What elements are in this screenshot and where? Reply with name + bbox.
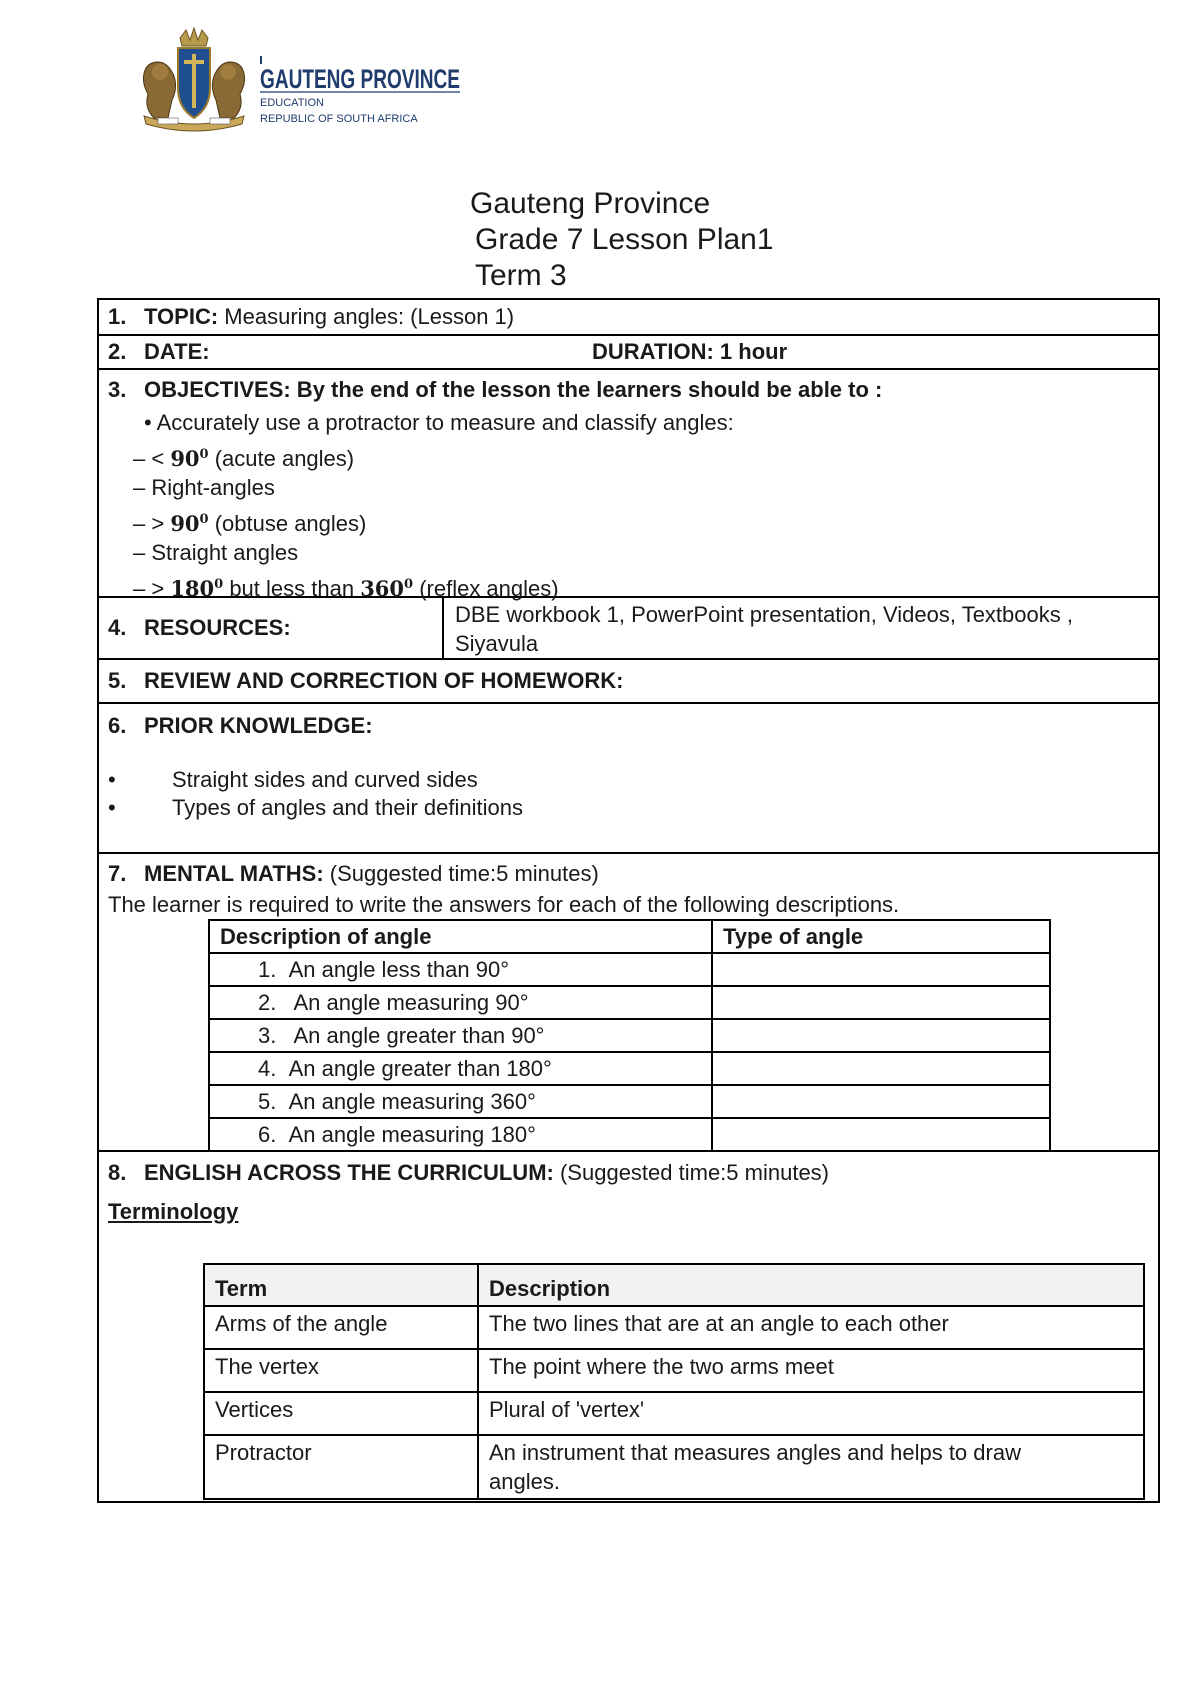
- row-number: 5.: [258, 1088, 277, 1114]
- table-header-row: [204, 1264, 1144, 1306]
- topic-value: Measuring angles: (Lesson 1): [224, 304, 515, 329]
- objectives-row: [99, 370, 1158, 601]
- table-row: [204, 1435, 1144, 1499]
- english-label: ENGLISH ACROSS THE CURRICULUM:: [144, 1160, 554, 1185]
- acute-degree: 0: [199, 447, 209, 462]
- row-number: 3.: [258, 1022, 277, 1048]
- terminology-table: [203, 1263, 1145, 1500]
- objective-straight: – Straight angles: [133, 539, 299, 565]
- english-heading: [99, 1157, 1158, 1189]
- angle-description: [209, 1118, 712, 1151]
- document-header: [470, 186, 774, 294]
- objective-obtuse: [99, 504, 1158, 537]
- header-term: Term 3: [475, 259, 567, 292]
- table-row: [204, 1349, 1144, 1392]
- table-row: [209, 953, 1050, 986]
- term-cell: Arms of the angle: [204, 1306, 478, 1349]
- row-number: 6.: [258, 1121, 277, 1147]
- objective-acute: [99, 439, 1158, 472]
- objective-reflex-text: (reflex angles): [413, 576, 559, 601]
- objective-reflex-prefix: – >: [133, 576, 171, 601]
- resources-line2: Siyavula: [455, 631, 539, 656]
- row-number: 1.: [258, 956, 277, 982]
- row-text: An angle measuring 360°: [288, 1088, 536, 1114]
- logo-country: REPUBLIC OF SOUTH AFRICA: [260, 113, 418, 125]
- row-text: An angle greater than 180°: [288, 1055, 552, 1081]
- resources-label: RESOURCES:: [144, 615, 291, 640]
- reflex-degree2: 0: [404, 577, 414, 592]
- term-cell: Vertices: [204, 1392, 478, 1435]
- description-line2: angles.: [489, 1469, 560, 1494]
- table-row: [209, 1085, 1050, 1118]
- english-number: 8.: [108, 1160, 127, 1185]
- objective-obtuse-text: (obtuse angles): [208, 511, 367, 536]
- objective-acute-value: [170, 446, 208, 471]
- angle-description: [209, 986, 712, 1019]
- prior-knowledge-row: [99, 704, 1158, 854]
- header-province: Gauteng Province: [470, 187, 711, 220]
- obtuse-degree: 0: [199, 512, 209, 527]
- column-header: Description of angle: [209, 920, 712, 953]
- objective-acute-prefix: – <: [133, 446, 171, 471]
- angle-description: [209, 1019, 712, 1052]
- mental-intro: The learner is required to write the answers for each of the following descriptions.: [108, 892, 900, 917]
- description-cell: [478, 1435, 1144, 1499]
- logo-wordmark: GAUTENG PROVINCE: [260, 64, 460, 94]
- answer-cell[interactable]: [712, 953, 1050, 986]
- prior-number: 6.: [108, 713, 127, 738]
- row-text: An angle greater than 90°: [288, 1022, 545, 1048]
- resources-line1: DBE workbook 1, PowerPoint presentation, Videos, Textbooks ,: [455, 602, 1073, 627]
- term-cell: Protractor: [204, 1435, 478, 1499]
- column-header: Term: [204, 1264, 478, 1306]
- row-number: 2.: [258, 989, 277, 1015]
- prior-heading: [99, 711, 1158, 741]
- mental-maths-row: [99, 854, 1158, 1152]
- logo-education: EDUCATION: [260, 97, 324, 109]
- mental-time: (Suggested time:5 minutes): [329, 861, 599, 886]
- description-cell: Plural of 'vertex': [478, 1392, 1144, 1435]
- objectives-bullet: • Accurately use a protractor to measure and classify angles:: [144, 409, 734, 435]
- review-label: REVIEW AND CORRECTION OF HOMEWORK:: [144, 668, 624, 693]
- column-header: Description: [478, 1264, 1144, 1306]
- objective-reflex-mid: but less than: [223, 576, 361, 601]
- table-row: [209, 1118, 1050, 1151]
- prior-item: [99, 794, 1158, 822]
- row-number: 4.: [258, 1055, 277, 1081]
- acute-value: 90: [170, 446, 200, 471]
- prior-item: [99, 766, 1158, 794]
- answer-cell[interactable]: [712, 1019, 1050, 1052]
- review-number: 5.: [108, 668, 127, 693]
- row-text: An angle measuring 180°: [288, 1121, 536, 1147]
- mental-maths-table: [208, 919, 1051, 1152]
- topic-label: TOPIC:: [144, 304, 219, 329]
- duration-label: DURATION: 1 hour: [592, 339, 788, 364]
- resources-number: 4.: [108, 615, 127, 640]
- reflex-value2: 360: [360, 576, 405, 601]
- objective-obtuse-prefix: – >: [133, 511, 171, 536]
- column-header: Type of angle: [712, 920, 1050, 953]
- resources-row: [99, 598, 1158, 660]
- objective-obtuse-value: [170, 511, 208, 536]
- angle-description: [209, 953, 712, 986]
- resources-label-cell: [99, 598, 444, 658]
- review-row: [99, 660, 1158, 704]
- reflex-degree: 0: [214, 577, 224, 592]
- topic-number: 1.: [108, 304, 127, 329]
- term-cell: The vertex: [204, 1349, 478, 1392]
- date-label: DATE:: [144, 339, 210, 364]
- row-text: An angle measuring 90°: [288, 989, 529, 1015]
- prior-item-text: Straight sides and curved sides: [172, 767, 478, 792]
- mental-number: 7.: [108, 861, 127, 886]
- objective-reflex: [99, 569, 1158, 602]
- table-row: [209, 1052, 1050, 1085]
- mental-heading: [99, 859, 1158, 889]
- description-line1: An instrument that measures angles and helps to draw: [489, 1440, 1021, 1465]
- english-time: (Suggested time:5 minutes): [559, 1160, 830, 1185]
- prior-label: PRIOR KNOWLEDGE:: [144, 713, 373, 738]
- resources-value: [444, 598, 1158, 658]
- objective-right: – Right-angles: [133, 474, 275, 500]
- objective-acute-text: (acute angles): [208, 446, 355, 471]
- date-row: [99, 336, 1158, 370]
- english-row: [99, 1152, 1158, 1503]
- bullet-icon: •: [108, 767, 116, 792]
- prior-item-text: Types of angles and their definitions: [172, 795, 524, 820]
- answer-cell[interactable]: [712, 1085, 1050, 1118]
- angle-description: [209, 1085, 712, 1118]
- objectives-label: OBJECTIVES: By the end of the lesson the learners should be able to :: [144, 377, 883, 402]
- answer-cell[interactable]: [712, 986, 1050, 1019]
- mental-label: MENTAL MATHS:: [144, 861, 324, 886]
- description-cell: The two lines that are at an angle to each other: [478, 1306, 1144, 1349]
- table-row: [209, 986, 1050, 1019]
- table-row: [204, 1306, 1144, 1349]
- terminology-heading: Terminology: [108, 1199, 239, 1224]
- objectives-number: 3.: [108, 377, 127, 402]
- angle-description: [209, 1052, 712, 1085]
- obtuse-value: 90: [170, 511, 200, 536]
- description-cell: The point where the two arms meet: [478, 1349, 1144, 1392]
- table-row: [209, 1019, 1050, 1052]
- topic-row: [99, 300, 1158, 336]
- objectives-heading: [99, 374, 1158, 407]
- lesson-plan-table: [97, 298, 1160, 1503]
- header-grade-lesson: Grade 7 Lesson Plan1: [475, 223, 774, 256]
- row-text: An angle less than 90°: [288, 956, 509, 982]
- gauteng-province-logo: [138, 28, 478, 140]
- date-number: 2.: [108, 339, 127, 364]
- coat-of-arms-icon: [143, 28, 244, 131]
- answer-cell[interactable]: [712, 1118, 1050, 1151]
- table-header-row: [209, 920, 1050, 953]
- bullet-icon: •: [108, 795, 116, 820]
- table-row: [204, 1392, 1144, 1435]
- answer-cell[interactable]: [712, 1052, 1050, 1085]
- reflex-value: 180: [170, 576, 215, 601]
